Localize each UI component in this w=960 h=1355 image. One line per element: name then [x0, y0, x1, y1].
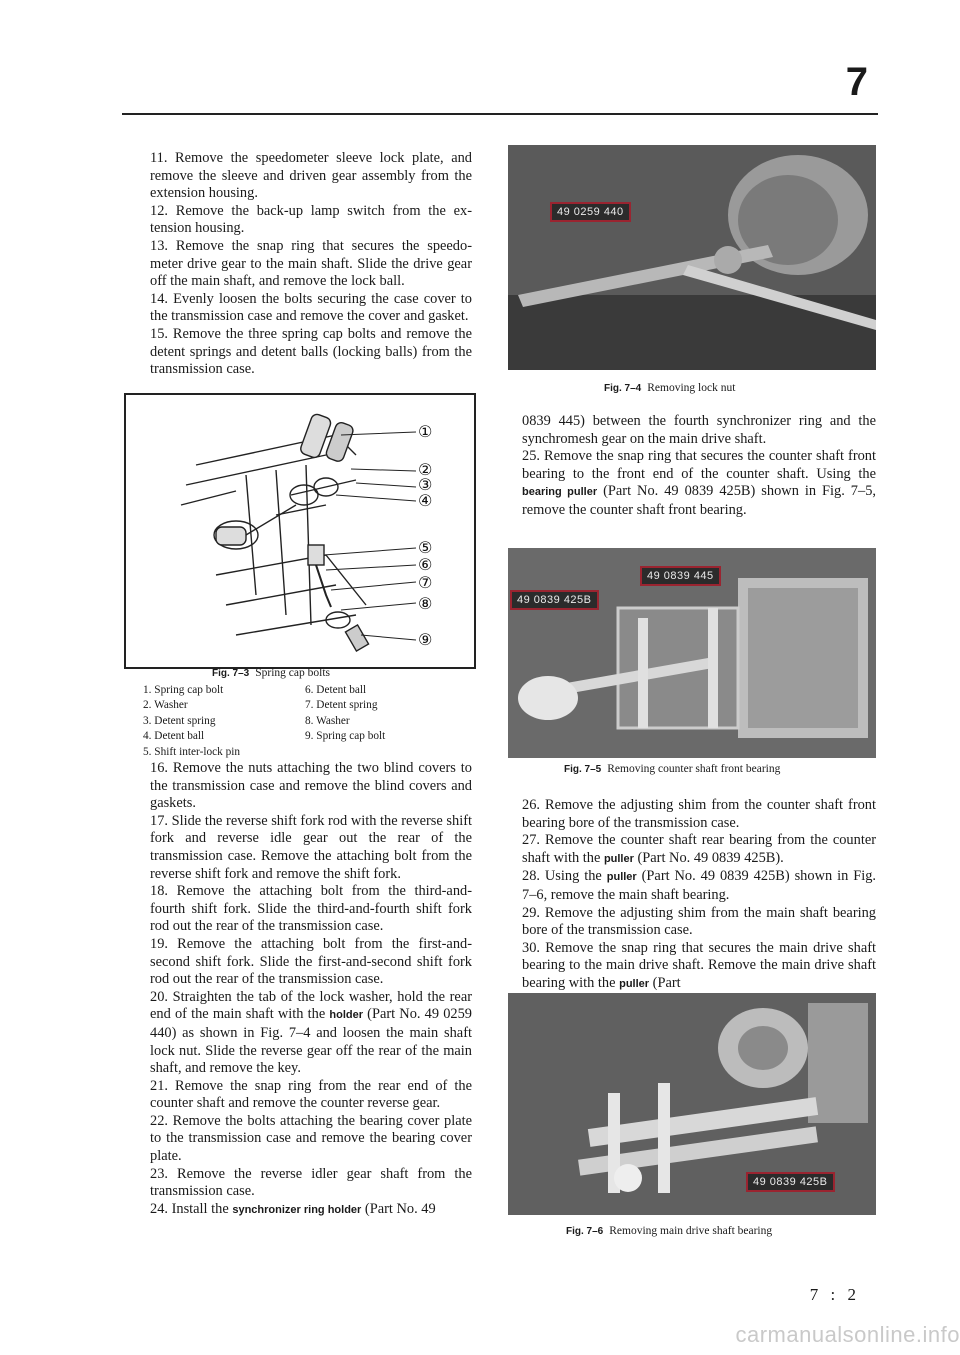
fig-7-5-caption — [564, 763, 780, 775]
legend-item: 2. Washer — [143, 699, 188, 712]
callout-7: ⑦ — [418, 573, 433, 592]
callout-3: ③ — [418, 475, 433, 494]
legend-item: 1. Spring cap bolt — [143, 684, 224, 696]
bearing-puller-term: bearing puller — [522, 486, 598, 499]
fig-7-5-photo — [508, 548, 876, 758]
step-27-28: (Part No. 49 0839 425B). 28. Using the — [522, 849, 784, 885]
part-number-tag: 49 0839 425B — [746, 1172, 835, 1192]
legend-item: 8. Washer — [305, 714, 350, 727]
legend-item: 3. Detent spring — [143, 714, 216, 727]
callout-9: ⑨ — [418, 630, 433, 649]
right-top-text — [522, 413, 876, 520]
fig-7-3-title: Spring cap bolts — [255, 667, 330, 679]
callout-2: ② — [418, 460, 433, 479]
callout-5: ⑤ — [418, 538, 433, 557]
step-26-27: 26. Remove the adjusting shim from the counter shaft front bearing bore of the transmission case. 27. Remove the counter shaft rear bearing from the counter shaft with the — [522, 797, 876, 866]
fig-7-6-title: Removing main drive shaft bearing — [609, 1225, 773, 1237]
callout-4: ④ — [418, 491, 433, 510]
step-28-30: (Part No. 49 0839 425B) shown in Fig. 7–6, remove the main shaft bearing. 29. Remove the adjusting shim from the main shaft bearing bore of the transmission case. 30. Remove the snap ring that secures the main drive shaft bearing to the main drive shaft. Remove the main drive shaft bearing with the — [522, 868, 877, 991]
legend-item: 6. Detent ball — [305, 684, 367, 696]
part-number-tag: 49 0259 440 — [550, 202, 631, 222]
fig-7-4-photo — [508, 145, 876, 370]
puller-term: puller — [619, 977, 650, 990]
chapter-number: 7 — [845, 60, 868, 104]
sync-ring-holder-term: synchronizer ring holder — [232, 1203, 362, 1216]
holder-term: holder — [329, 1009, 364, 1022]
legend-item: 9. Spring cap bolt — [305, 730, 386, 743]
fig-7-3-legend — [143, 683, 385, 760]
fig-7-3-number: Fig. 7–3 — [212, 668, 250, 679]
fig-7-5-number: Fig. 7–5 — [564, 764, 602, 775]
left-bottom-text — [150, 760, 472, 1219]
step-24-text: 24. Install the — [150, 1200, 233, 1217]
puller-term: puller — [603, 852, 634, 865]
step-20-text: 20. Straighten the tab of the lock washer, hold the rear end of the main shaft with the — [150, 988, 472, 1023]
site-watermark: carmanualsonline.info — [735, 1322, 960, 1347]
left-top-text — [150, 150, 472, 379]
callout-8: ⑧ — [418, 594, 433, 613]
fig-7-3-diagram — [124, 393, 476, 669]
step-24 — [150, 1201, 472, 1220]
puller-term: puller — [606, 871, 637, 884]
fig-7-6-photo — [508, 993, 876, 1215]
fig-7-5-title: Removing counter shaft front bearing — [607, 763, 781, 775]
steps-20-23 — [150, 989, 472, 1201]
fig-7-4-title: Removing lock nut — [647, 382, 736, 394]
fig-7-6-caption — [566, 1225, 772, 1237]
step-24-cont: 0839 445) between the fourth synchronizer ring and the synchromesh gear on the main drive shaft. 25. Remove the snap ring that secures the counter shaft front bearing to the front end of the counter shaft. Using the — [522, 413, 876, 482]
lock-nut-removal-illustration — [508, 145, 876, 370]
step-20-text-cont: (Part No. 49 0259 440) as shown in Fig. 7–4 and loosen the main shaft lock nut. Slide the reverse gear off the rear of the main shaft, and remove the key. 21. Remove the snap ring from the rear end of the counter shaft and remove the counter reverse gear. 22. Remove the bolts attaching the bearing cover plate to the transmission case and remove the bearing cover plate. 23. Remove the reverse idler gear shaft from the transmission case. — [150, 1006, 472, 1200]
part-number-tag: 49 0839 445 — [640, 566, 721, 586]
fig-7-4-caption — [604, 382, 735, 394]
steps-16-19: 16. Remove the nuts attaching the two blind covers to the transmission case and remove the blind covers and gaskets. 17. Slide the reverse shift fork rod with the reverse shift fork and reverse idle gear out the rear of the transmission case. Remove the attaching bolt from the reverse shift fork and remove the shift fork. 18. Remove the attaching bolt from the third-and- fourth shift fork. Slide the third-and-fourth shift fork rod out the rear of the transmission case. 19. Remove the attaching bolt from the first-and- second shift fork. Slide the first-and-second shift fork rod out the rear of the transmission case. — [150, 760, 472, 988]
fig-7-3-caption — [212, 667, 330, 679]
steps-11-15: 11. Remove the speedometer sleeve lock plate, and remove the sleeve and driven gear assembly from the extension housing. 12. Remove the back-up lamp switch from the ex- tension housing. 13. Remove the snap ring that secures the speedo- meter drive gear to the main shaft. Slide the drive gear off the main shaft, and remove the lock ball. 14. Evenly loosen the bolts securing the case cover to the transmission case and remove the cover and gasket. 15. Remove the three spring cap bolts and remove the detent springs and detent balls (locking balls) from the transmission case. — [150, 150, 472, 378]
legend-item: 5. Shift inter-lock pin — [143, 745, 241, 758]
right-bottom-text — [522, 797, 876, 994]
step-25-cont: (Part No. 49 0839 425B) shown in Fig. 7–5, remove the counter shaft front bearing. — [522, 483, 876, 518]
part-number-tag: 49 0839 425B — [510, 590, 599, 610]
fig-7-4-number: Fig. 7–4 — [604, 383, 642, 394]
legend-item: 7. Detent spring — [305, 699, 378, 712]
spring-cap-bolts-illustration — [126, 395, 474, 667]
step-30-cont: (Part — [649, 974, 681, 991]
step-24-text-cont: (Part No. 49 — [361, 1200, 436, 1217]
callout-1: ① — [418, 422, 433, 441]
legend-item: 4. Detent ball — [143, 730, 205, 743]
fig-7-6-number: Fig. 7–6 — [566, 1226, 604, 1237]
page-number: 7 : 2 — [809, 1285, 860, 1304]
header-rule — [122, 113, 878, 115]
callout-6: ⑥ — [418, 555, 433, 574]
